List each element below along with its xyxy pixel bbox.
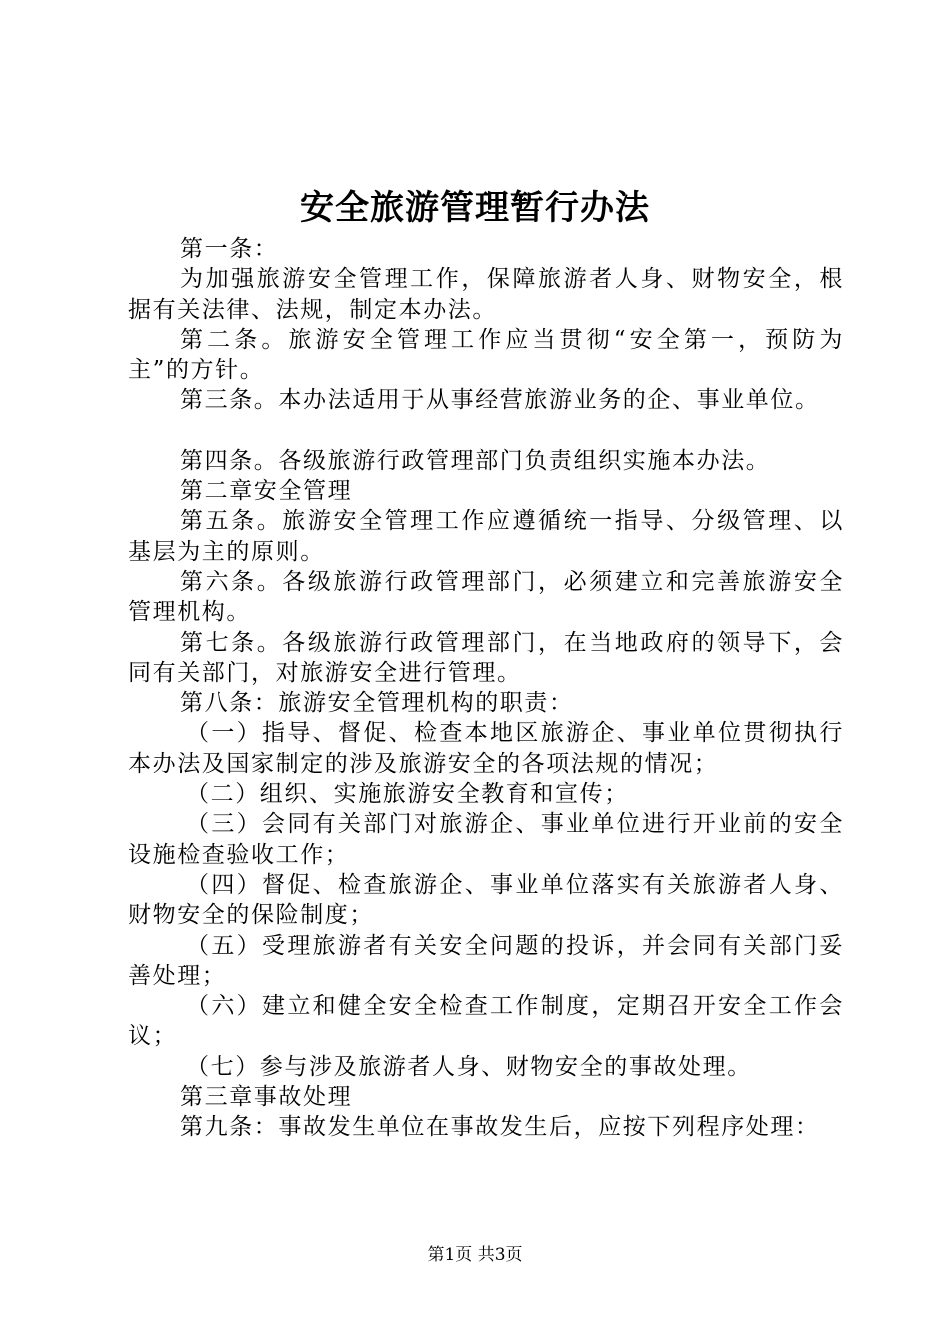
document-body xyxy=(128,234,844,1143)
list-item: （一）指导、督促、检查本地区旅游企、事业单位贯彻执行本办法及国家制定的涉及旅游安全的各项法规的情况； xyxy=(128,720,844,777)
chapter-heading: 第三章事故处理 xyxy=(180,1084,353,1111)
paragraph: 第七条。各级旅游行政管理部门，在当地政府的领导下，会同有关部门，对旅游安全进行管理。 xyxy=(128,629,844,686)
list-item: （六）建立和健全安全检查工作制度，定期召开安全工作会议； xyxy=(128,993,844,1050)
list-item: （三）会同有关部门对旅游企、事业单位进行开业前的安全设施检查验收工作； xyxy=(128,811,844,868)
paragraph: 第九条：事故发生单位在事故发生后，应按下列程序处理： xyxy=(180,1114,820,1141)
document-title: 安全旅游管理暂行办法 xyxy=(300,188,650,228)
chapter-heading: 第二章安全管理 xyxy=(180,478,353,505)
list-item: （七）参与涉及旅游者人身、财物安全的事故处理。 xyxy=(186,1053,752,1080)
paragraph: 第三条。本办法适用于从事经营旅游业务的企、事业单位。 xyxy=(180,387,820,414)
paragraph: 第四条。各级旅游行政管理部门负责组织实施本办法。 xyxy=(180,447,771,474)
paragraph: 为加强旅游安全管理工作，保障旅游者人身、财物安全，根据有关法律、法规，制定本办法。 xyxy=(128,266,844,323)
list-item: （四）督促、检查旅游企、事业单位落实有关旅游者人身、财物安全的保险制度； xyxy=(128,871,844,929)
paragraph: 第六条。各级旅游行政管理部门，必须建立和完善旅游安全管理机构。 xyxy=(128,568,844,626)
list-item: （二）组织、实施旅游安全教育和宣传； xyxy=(186,781,629,808)
paragraph: 第二条。旅游安全管理工作应当贯彻“安全第一，预防为主”的方针。 xyxy=(128,326,844,384)
paragraph: 第一条： xyxy=(180,236,279,262)
paragraph: 第八条：旅游安全管理机构的职责： xyxy=(180,690,574,717)
list-item: （五）受理旅游者有关安全问题的投诉，并会同有关部门妥善处理； xyxy=(128,932,844,989)
page-footer: 第1页 共3页 xyxy=(427,1245,523,1265)
paragraph: 第五条。旅游安全管理工作应遵循统一指导、分级管理、以基层为主的原则。 xyxy=(128,508,844,565)
